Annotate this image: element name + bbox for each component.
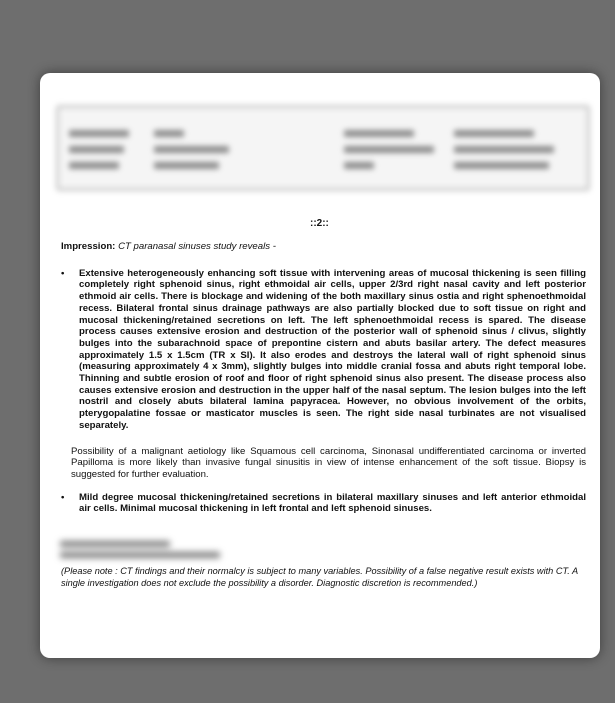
finding-bullet-2 [61, 492, 586, 515]
page-number: ::2:: [310, 218, 329, 229]
impression-label: Impression: [61, 241, 116, 252]
finding-text-2: Mild degree mucosal thickening/retained secretions in bilateral maxillary sinuses and left anterior ethmoidal air cells. Minimal mucosal thickening in left frontal and left sphenoid sinuses. [79, 491, 586, 515]
bullet-icon: • [61, 267, 65, 279]
disclaimer-note: (Please note : CT findings and their normalcy is subject to many variables. Possibility of a false negative result exists with CT. A single investigation does not exclude the possibility a disorder. Diagnostic discretion is recommended.) [61, 566, 578, 588]
impression-text: CT paranasal sinuses study reveals - [118, 241, 276, 252]
redacted-patient-header [56, 105, 590, 191]
differential-paragraph: Possibility of a malignant aetiology like Squamous cell carcinoma, Sinonasal undifferentiated carcinoma or inverted Papilloma is more likely than invasive fungal sinusitis in view of intense enhancement of the soft tissue. Biopsy is suggested for further evaluation. [71, 445, 586, 480]
finding-bullet-1 [61, 268, 586, 432]
document-page [40, 73, 600, 658]
finding-text-1: Extensive heterogeneously enhancing soft tissue with intervening areas of mucosal thickening is seen filling completely right sphenoid sinus, right ethmoidal air cells, upper 2/3rd right nasal cavity and left posterior ethmoid air cells. There is blockage and widening of the both maxillary sinus ostia and right sphenoethmoidal recess. Bilateral frontal sinus drainage pathways are also partially blocked due to soft tissue on right and mucosal thickening/retained secretions on left. The left sphenoethmoidal recess is spared. The disease process causes extensive erosion and destruction of the posterior wall of sphenoid sinus / clivus, slightly bulges into the subarachnoid space of prepontine cistern and abuts basilar artery. The defect measures approximately 1.5 x 1.5cm (TR x SI). It also erodes and destroys the lateral wall of right sphenoid sinus (measuring approximately 4 x 3mm), slightly bulges into middle cranial fossa and abuts right temporal lobe. Thinning and subtle erosion of roof and floor of right sphenoid sinus also present. The disease process also causes extensive erosion and destruction in the upper half of the nasal septum. The lesion bulges into the left nostril and closely abuts bilateral lamina papyracea. However, no obvious involvement of the orbits, pterygopalatine fossae or masticator muscles is seen. The right side nasal turbinates are not visualised separately. [79, 267, 586, 431]
report-body [61, 241, 586, 529]
bullet-icon: • [61, 491, 65, 503]
impression-line [61, 241, 586, 253]
redacted-signature [60, 539, 225, 561]
